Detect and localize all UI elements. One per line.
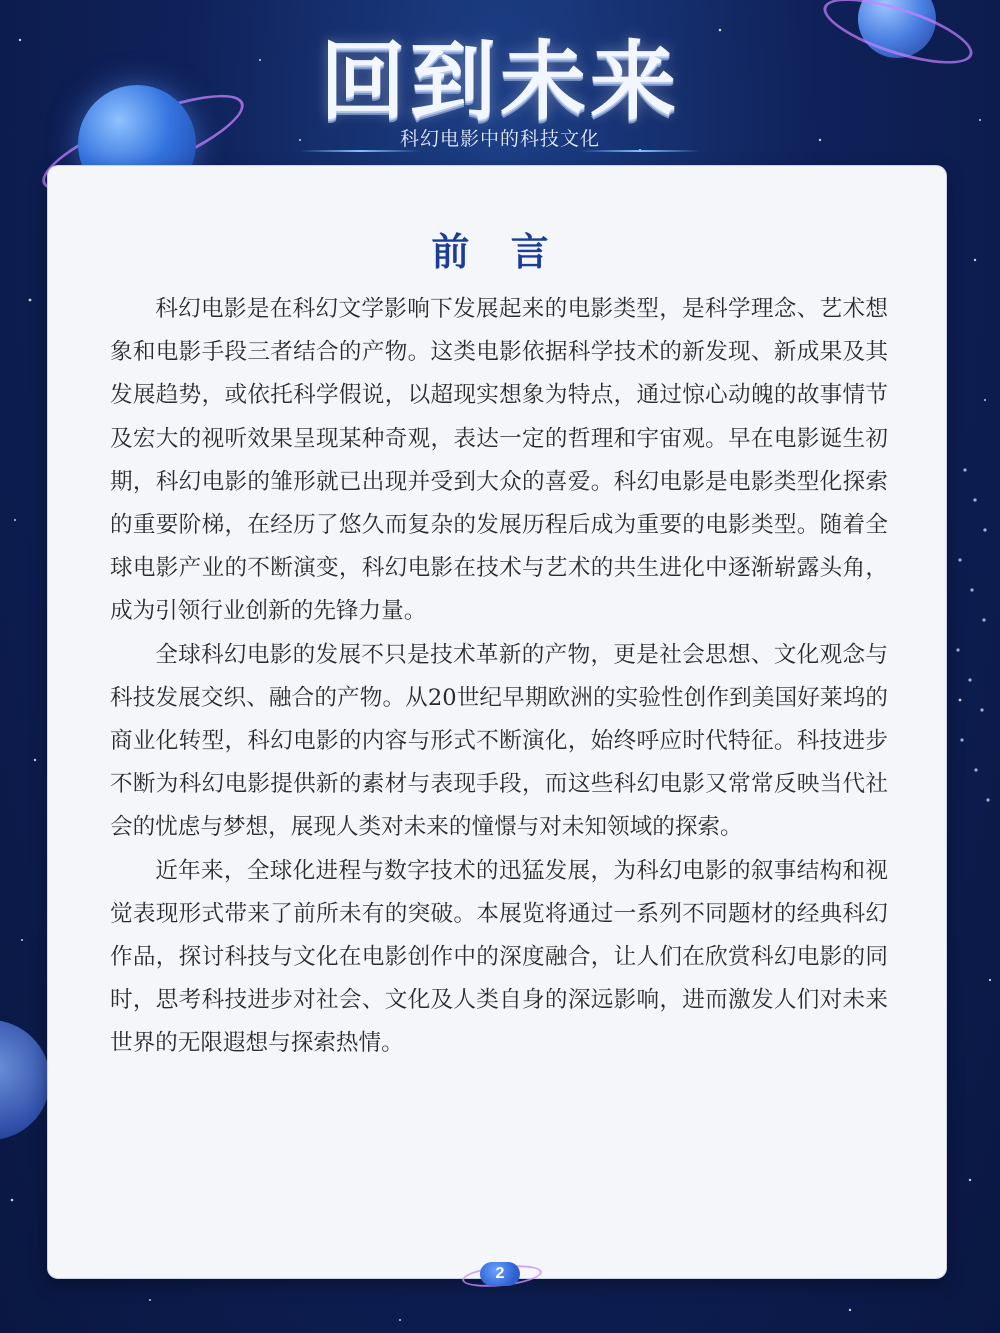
preface-paragraph-2: 全球科幻电影的发展不只是技术革新的产物，更是社会思想、文化观念与科技发展交织、融合的产物。从20世纪早期欧洲的实验性创作到美国好莱坞的商业化转型，科幻电影的内容与形式不断演化，始终呼应时代特征。科技进步不断为科幻电影提供新的素材与表现手段，而这些科幻电影又常常反映当代社会的忧虑与梦想，展现人类对未来的憧憬与对未知领域的探索。 — [110, 641, 888, 841]
preface-body — [110, 288, 888, 1066]
preface-heading: 前 言 — [431, 230, 563, 274]
preface-paragraph-1: 科幻电影是在科幻文学影响下发展起来的电影类型，是科学理念、艺术想象和电影手段三者结合的产物。这类电影依据科学技术的新发现、新成果及其发展趋势，或依托科学假说，以超现实想象为特点，通过惊心动魄的故事情节及宏大的视听效果呈现某种奇观，表达一定的哲理和宇宙观。早在电影诞生初期，科幻电影的雏形就已出现并受到大众的喜爱。科幻电影是电影类型化探索的重要阶梯，在经历了悠久而复杂的发展历程后成为重要的电影类型。随着全球电影产业的不断演变，科幻电影在技术与艺术的共生进化中逐渐崭露头角，成为引领行业创新的先锋力量。 — [110, 296, 888, 625]
preface-card — [48, 166, 946, 1278]
page-number-badge: 2 — [480, 1262, 520, 1286]
page-title: 回到未来 — [320, 32, 680, 132]
preface-paragraph-3: 近年来，全球化进程与数字技术的迅猛发展，为科幻电影的叙事结构和视觉表现形式带来了前所未有的突破。本展览将通过一系列不同题材的经典科幻作品，探讨科技与文化在电影创作中的深度融合，让人们在欣赏科幻电影的同时，思考科技进步对社会、文化及人类自身的深远影响，进而激发人们对未来世界的无限遐想与探索热情。 — [110, 857, 888, 1057]
page-subtitle: 科幻电影中的科技文化 — [399, 128, 600, 150]
